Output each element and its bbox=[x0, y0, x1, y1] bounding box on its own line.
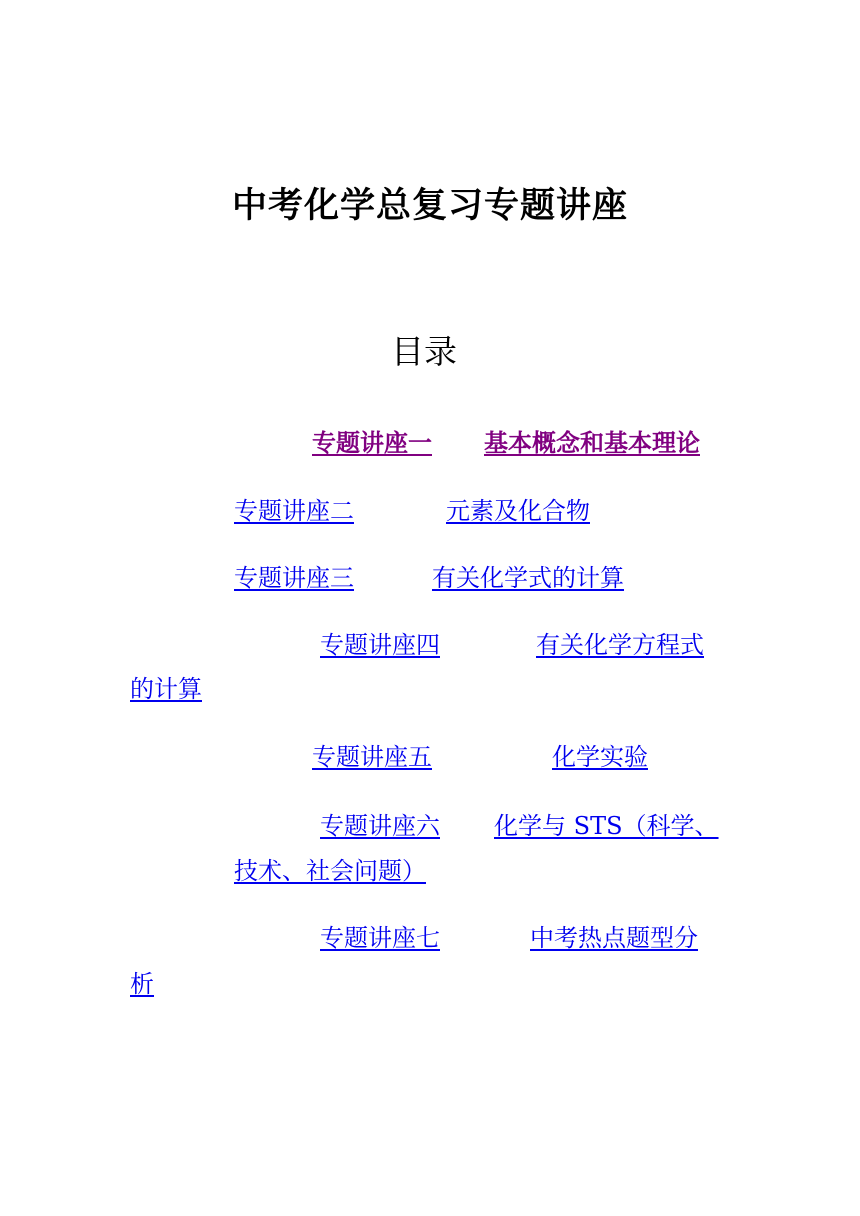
toc-link-lecture-7[interactable] bbox=[0, 916, 860, 1006]
toc-number: 专题讲座七 bbox=[320, 924, 440, 952]
toc-number: 专题讲座二 bbox=[234, 497, 354, 525]
toc-topic: 基本概念和基本理论 bbox=[484, 428, 700, 457]
toc-topic: 化学与 STS（科学、 bbox=[494, 812, 719, 840]
toc-topic-continued: 析 bbox=[130, 970, 154, 998]
toc-heading: 目录 bbox=[391, 332, 457, 371]
document-title: 中考化学总复习专题讲座 bbox=[231, 186, 628, 226]
toc-number: 专题讲座三 bbox=[234, 564, 354, 592]
toc-link-lecture-1[interactable] bbox=[312, 421, 700, 465]
toc-number: 专题讲座五 bbox=[312, 743, 432, 771]
toc-link-lecture-6[interactable] bbox=[0, 804, 860, 894]
toc-number: 专题讲座四 bbox=[320, 631, 440, 659]
toc-link-lecture-5[interactable] bbox=[312, 735, 648, 779]
toc-topic: 化学实验 bbox=[552, 743, 648, 771]
toc-link-lecture-3[interactable] bbox=[234, 556, 624, 600]
toc-topic: 元素及化合物 bbox=[446, 497, 590, 525]
toc-link-lecture-4[interactable] bbox=[0, 623, 860, 713]
toc-topic: 有关化学式的计算 bbox=[432, 564, 624, 592]
toc-link-lecture-2[interactable] bbox=[234, 489, 590, 533]
toc-topic: 有关化学方程式 bbox=[536, 631, 704, 659]
toc-topic: 中考热点题型分 bbox=[530, 924, 698, 952]
toc-topic-continued: 的计算 bbox=[130, 675, 202, 703]
toc-topic-continued: 技术、社会问题） bbox=[234, 857, 426, 885]
toc-number: 专题讲座六 bbox=[320, 812, 440, 840]
toc-number: 专题讲座一 bbox=[312, 428, 432, 457]
